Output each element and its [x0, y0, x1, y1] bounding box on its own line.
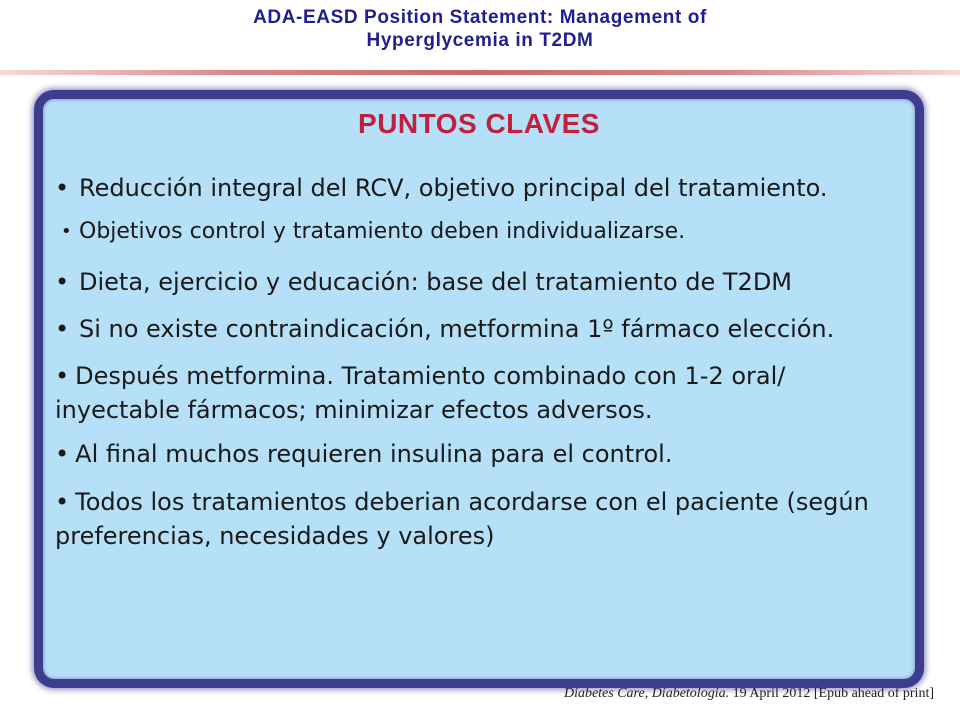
citation-journals: Diabetes Care, Diabetologia. [563, 686, 730, 701]
list-item [55, 359, 915, 427]
bullet-text: Todos los tratamientos deberian acordarse con el paciente (según preferencias, necesidades y valores) [55, 488, 869, 550]
slide-header [0, 6, 960, 52]
citation-date: 19 April 2012 [Epub ahead of print] [729, 686, 934, 701]
bullet-icon: • [55, 268, 70, 296]
key-points-list [55, 171, 915, 553]
bullet-text: Dieta, ejercicio y educación: base del tratamiento de T2DM [79, 268, 793, 296]
header-line-2: Hyperglycemia in T2DM [366, 30, 594, 51]
bullet-text: Al final muchos requieren insulina para el control. [75, 440, 673, 468]
header-divider [0, 70, 960, 75]
bullet-text: Objetivos control y tratamiento deben individualizarse. [79, 219, 686, 244]
list-item [55, 312, 915, 346]
bullet-icon: • [55, 362, 70, 390]
panel-title: PUNTOS CLAVES [358, 108, 600, 139]
bullet-icon: • [55, 488, 70, 516]
list-item [55, 215, 915, 249]
bullet-icon: • [55, 440, 70, 468]
list-item [55, 265, 915, 299]
bullet-text: Si no existe contraindicación, metformina 1º fármaco elección. [79, 315, 835, 343]
key-points-panel [34, 90, 924, 688]
list-item [55, 171, 915, 205]
bullet-text: Después metformina. Tratamiento combinado con 1-2 oral/ inyectable fármacos; minimizar efectos adversos. [55, 362, 786, 424]
bullet-text: Reducción integral del RCV, objetivo principal del tratamiento. [79, 174, 828, 202]
citation [564, 686, 934, 702]
list-item [55, 485, 915, 553]
bullet-icon: • [55, 174, 70, 202]
bullet-icon: • [61, 221, 72, 242]
bullet-icon: • [55, 315, 70, 343]
header-line-1: ADA-EASD Position Statement: Management of [253, 7, 707, 28]
list-item [55, 437, 915, 471]
